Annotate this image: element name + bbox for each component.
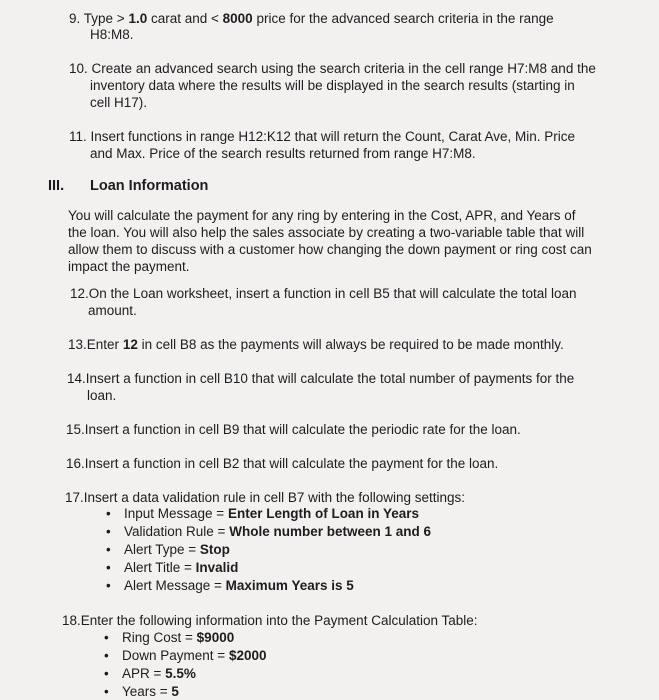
item-13-number: 13. xyxy=(68,337,87,352)
item-18-line-1: 18.Enter the following information into the Payment Calculation Table: xyxy=(62,613,478,628)
bullet-dot: • xyxy=(106,578,111,593)
bullet-dot: • xyxy=(104,648,109,663)
intro-line-2: the loan. You will also help the sales associate by creating a two-variable table that will xyxy=(68,225,585,240)
item-16-number: 16. xyxy=(66,456,85,471)
item-17-bullet-2: Validation Rule = Whole number between 1 and 6 xyxy=(124,524,431,539)
item-10-line-3: cell H17). xyxy=(90,95,148,110)
item-10-number: 10. xyxy=(69,61,88,76)
item-17-bullet-1: Input Message = Enter Length of Loan in Years xyxy=(124,506,419,521)
item-10-line-1: 10. Create an advanced search using the search criteria in the cell range H7:M8 and the xyxy=(69,61,596,76)
section-title: Loan Information xyxy=(90,178,209,194)
item-11-line-1: 11. Insert functions in range H12:K12 that will return the Count, Carat Ave, Min. Price xyxy=(69,129,576,144)
bullet-dot: • xyxy=(106,506,111,521)
item-12-number: 12. xyxy=(70,286,89,301)
bullet-dot: • xyxy=(104,666,109,681)
item-13-line-1: 13.Enter 12 in cell B8 as the payments will always be required to be made monthly. xyxy=(68,337,564,352)
item-11-line-2: and Max. Price of the search results returned from range H7:M8. xyxy=(90,146,476,161)
item-18-bullet-2: Down Payment = $2000 xyxy=(122,648,267,663)
item-14-line-2: loan. xyxy=(87,388,117,403)
item-18-bullet-4: Years = 5 xyxy=(122,684,179,699)
bullet-dot: • xyxy=(106,560,111,575)
item-18-bullet-3: APR = 5.5% xyxy=(122,666,196,681)
item-15-line-1: 15.Insert a function in cell B9 that will calculate the periodic rate for the loan. xyxy=(66,422,521,437)
item-17-bullet-5: Alert Message = Maximum Years is 5 xyxy=(124,578,354,593)
item-14-line-1: 14.Insert a function in cell B10 that will calculate the total number of payments for the xyxy=(67,371,575,386)
item-9-number: 9. xyxy=(69,11,81,26)
item-16-line-1: 16.Insert a function in cell B2 that will calculate the payment for the loan. xyxy=(66,456,499,471)
item-17-number: 17. xyxy=(65,490,84,505)
intro-line-4: impact the payment. xyxy=(68,259,190,274)
bullet-dot: • xyxy=(104,630,109,645)
item-12-line-2: amount. xyxy=(88,303,137,318)
item-14-number: 14. xyxy=(67,371,86,386)
item-12-line-1: 12.On the Loan worksheet, insert a function in cell B5 that will calculate the total loan xyxy=(70,286,577,301)
item-17-bullet-4: Alert Title = Invalid xyxy=(124,560,239,575)
item-17-line-1: 17.Insert a data validation rule in cell B7 with the following settings: xyxy=(65,490,465,505)
bullet-dot: • xyxy=(106,542,111,557)
item-9-line-2: H8:M8. xyxy=(90,27,134,42)
bullet-dot: • xyxy=(106,524,111,539)
section-numeral: III. xyxy=(48,178,65,194)
intro-line-3: allow them to discuss with a customer how changing the down payment or ring cost can xyxy=(68,242,592,257)
intro-line-1: You will calculate the payment for any ring by entering in the Cost, APR, and Years of xyxy=(68,208,576,223)
item-18-bullet-1: Ring Cost = $9000 xyxy=(122,630,235,645)
item-17-bullet-3: Alert Type = Stop xyxy=(124,542,230,557)
bullet-dot: • xyxy=(104,684,109,699)
item-18-number: 18. xyxy=(62,613,81,628)
item-11-number: 11. xyxy=(69,129,87,144)
item-15-number: 15. xyxy=(66,422,85,437)
item-9-line-1: 9. Type > 1.0 carat and < 8000 price for the advanced search criteria in the range xyxy=(69,11,554,26)
item-10-line-2: inventory data where the results will be displayed in the search results (starting in xyxy=(90,78,575,93)
